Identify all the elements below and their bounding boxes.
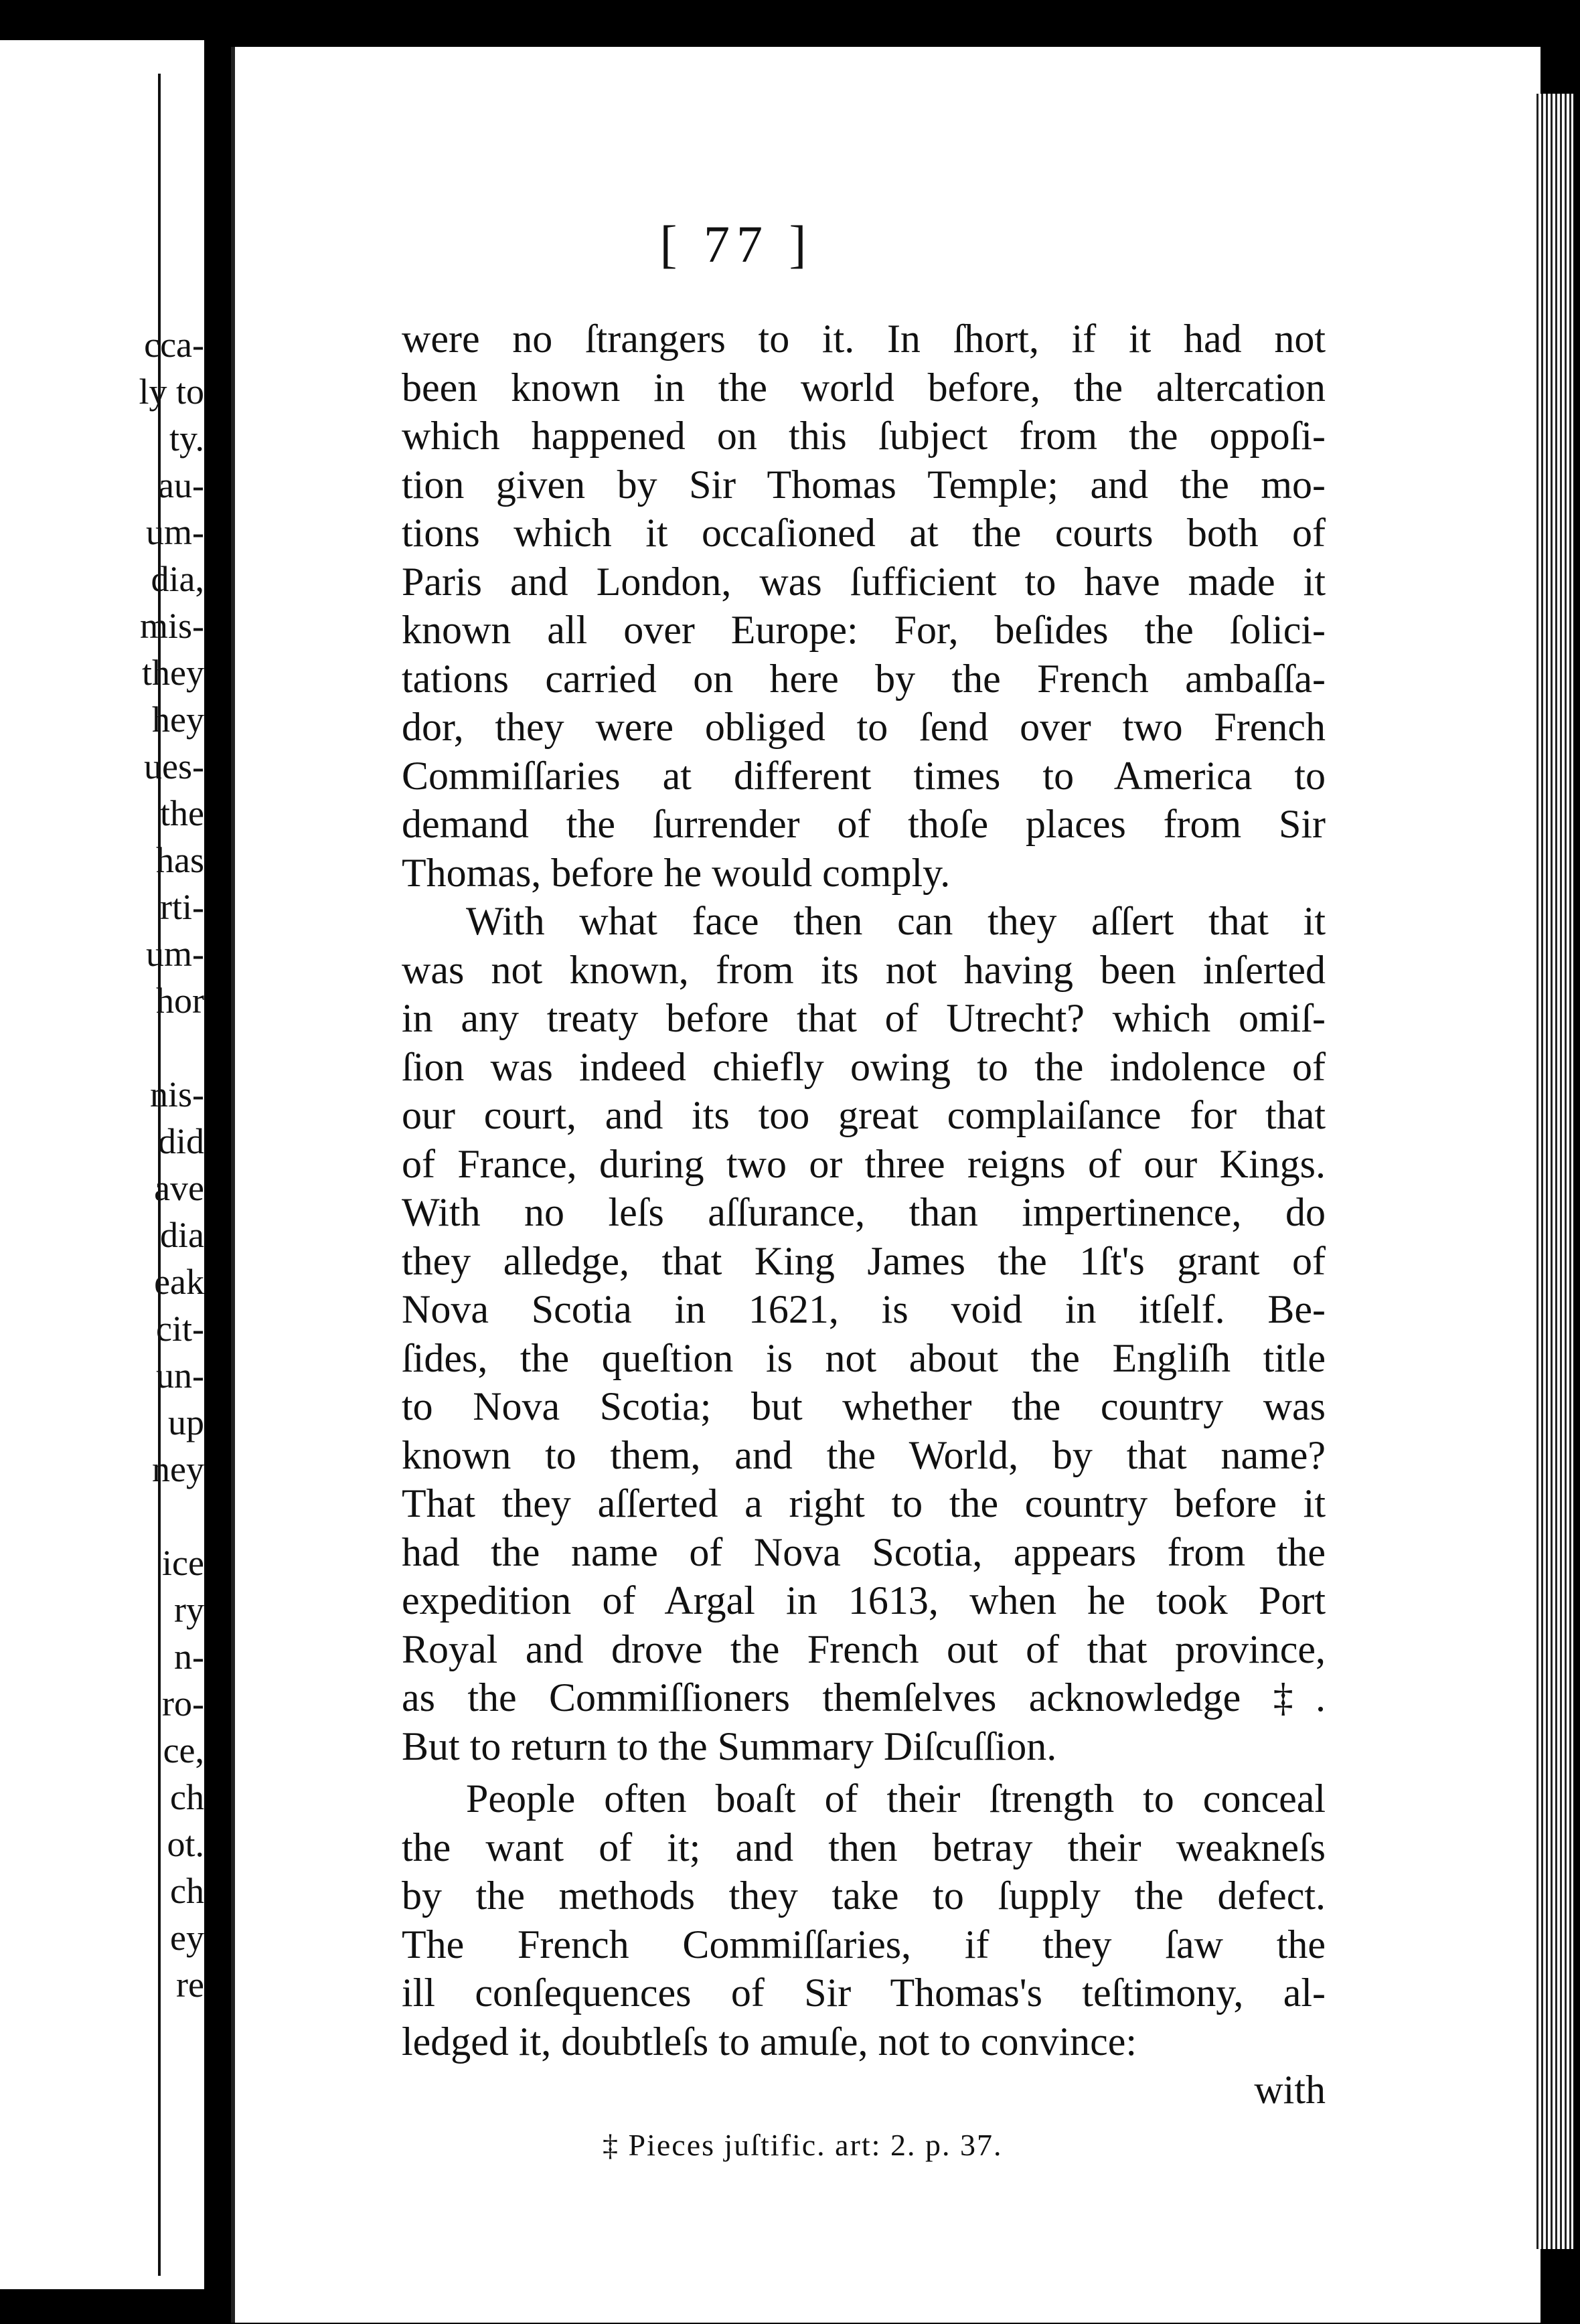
text-line: Paris and London, was ſufficient to have made it (402, 559, 1326, 604)
text-line: Royal and drove the French out of that province, (402, 1627, 1326, 1671)
text-line: which happened on this ſubject from the oppoſi- (402, 414, 1326, 458)
text-line: our court, and its too great complaiſance for that (402, 1093, 1326, 1137)
previous-page-line: they (142, 653, 204, 693)
previous-page-line: ues- (144, 746, 204, 786)
previous-page-line: um- (146, 512, 204, 552)
text-line: With no leſs aſſurance, than impertinence, do (402, 1190, 1326, 1234)
previous-page-line: re (176, 1965, 204, 2005)
previous-page-line: ly to (139, 371, 204, 412)
previous-page-line: nis- (150, 1074, 204, 1114)
previous-page-line: has (156, 840, 204, 880)
previous-page-line: ice (162, 1543, 204, 1583)
previous-page-line (84, 1493, 204, 1540)
previous-page-line: rti- (160, 887, 204, 927)
text-line: to Nova Scotia; but whether the country was (402, 1384, 1326, 1428)
previous-page-line: ch (170, 1777, 204, 1817)
previous-page-line: dia (160, 1215, 204, 1255)
text-line: But to return to the Summary Diſcuſſion. (402, 1724, 1057, 1768)
catchword: with (1254, 2068, 1326, 2112)
previous-page-line: ney (152, 1449, 204, 1489)
previous-page-line (84, 1024, 204, 1071)
previous-page-line: n- (174, 1637, 204, 1677)
text-line: That they aſſerted a right to the country before it (402, 1481, 1326, 1525)
text-line: dor, they were obliged to ſend over two French (402, 705, 1326, 749)
text-line: Thomas, before he would comply. (402, 850, 951, 895)
previous-page-line: ot. (167, 1824, 204, 1864)
page-edge-stack (1536, 94, 1573, 2249)
paragraph-1 (402, 315, 1326, 897)
previous-page-line: did (157, 1121, 204, 1161)
text-line: was not known, from its not having been inſerted (402, 947, 1326, 992)
previous-page-line: ave (154, 1168, 204, 1208)
text-line: known to them, and the World, by that name? (402, 1432, 1326, 1477)
text-line: ledged it, doubtleſs to amuſe, not to convince: (402, 2019, 1137, 2064)
previous-page-fragment (0, 40, 204, 2289)
previous-page-line: ce, (163, 1730, 204, 1770)
previous-page-line: hor (156, 981, 204, 1021)
previous-page-line: ry (174, 1590, 204, 1630)
text-line: were no ſtrangers to it. In ſhort, if it had not (402, 317, 1326, 361)
text-line: expedition of Argal in 1613, when he took Port (402, 1578, 1326, 1623)
paragraph-2 (402, 897, 1326, 1770)
text-line: ill conſequences of Sir Thomas's teſtimony, al- (402, 1971, 1326, 2015)
previous-page-line: cca- (144, 325, 204, 365)
text-line: in any treaty before that of Utrecht? which omiſ- (402, 996, 1326, 1040)
paragraph-3 (402, 1774, 1326, 2066)
text-line: ſides, the queſtion is not about the Engliſh title (402, 1335, 1326, 1380)
text-line: With what face then can they aſſert that it (466, 899, 1326, 943)
previous-page-line: hey (152, 699, 204, 740)
text-line: the want of it; and then betray their weakneſs (402, 1825, 1326, 1870)
footnote: ‡ Pieces juſtific. art: 2. p. 37. (603, 2128, 1003, 2162)
previous-page-line: eak (154, 1262, 204, 1302)
text-line: tations carried on here by the French ambaſſa- (402, 656, 1326, 701)
text-line: of France, during two or three reigns of our Kings. (402, 1141, 1326, 1186)
previous-page-line: ro- (162, 1683, 204, 1724)
text-line: tions which it occaſioned at the courts both of (402, 511, 1326, 555)
text-line: had the name of Nova Scotia, appears from the (402, 1529, 1326, 1574)
text-line: been known in the world before, the altercation (402, 365, 1326, 410)
previous-page-line: au- (158, 465, 204, 505)
previous-page-line: un- (156, 1355, 204, 1396)
text-line: Commiſſaries at different times to America to (402, 753, 1326, 798)
text-line: Nova Scotia in 1621, is void in itſelf. Be- (402, 1287, 1326, 1331)
body-text (402, 315, 1326, 2114)
text-line: they alledge, that King James the 1ſt's grant of (402, 1238, 1326, 1283)
previous-page-line: the (160, 793, 204, 833)
text-line: The French Commiſſaries, if they ſaw the (402, 1922, 1326, 1967)
previous-page-line: ey (170, 1918, 204, 1958)
text-line: People often boaſt of their ſtrength to conceal (466, 1776, 1326, 1821)
previous-page-line: cit- (156, 1309, 204, 1349)
text-line: demand the ſurrender of thoſe places from Sir (402, 802, 1326, 846)
previous-page-line: ty. (169, 418, 204, 459)
text-line: by the methods they take to ſupply the defect. (402, 1874, 1326, 1918)
text-line: tion given by Sir Thomas Temple; and the mo- (402, 462, 1326, 507)
previous-page-line: mis- (139, 606, 204, 646)
previous-page-line: um- (146, 934, 204, 974)
previous-page-line: dia, (151, 559, 204, 599)
previous-page-text (84, 321, 204, 2008)
text-line: as the Commiſſioners themſelves acknowledge ‡. (402, 1675, 1326, 1720)
previous-page-line: up (168, 1402, 204, 1442)
page-number: [ 77 ] (659, 215, 813, 273)
text-line: known all over Europe: For, beſides the ſolici- (402, 608, 1326, 652)
previous-page-line: ch (170, 1871, 204, 1911)
text-line: ſion was indeed chiefly owing to the indolence of (402, 1044, 1326, 1089)
